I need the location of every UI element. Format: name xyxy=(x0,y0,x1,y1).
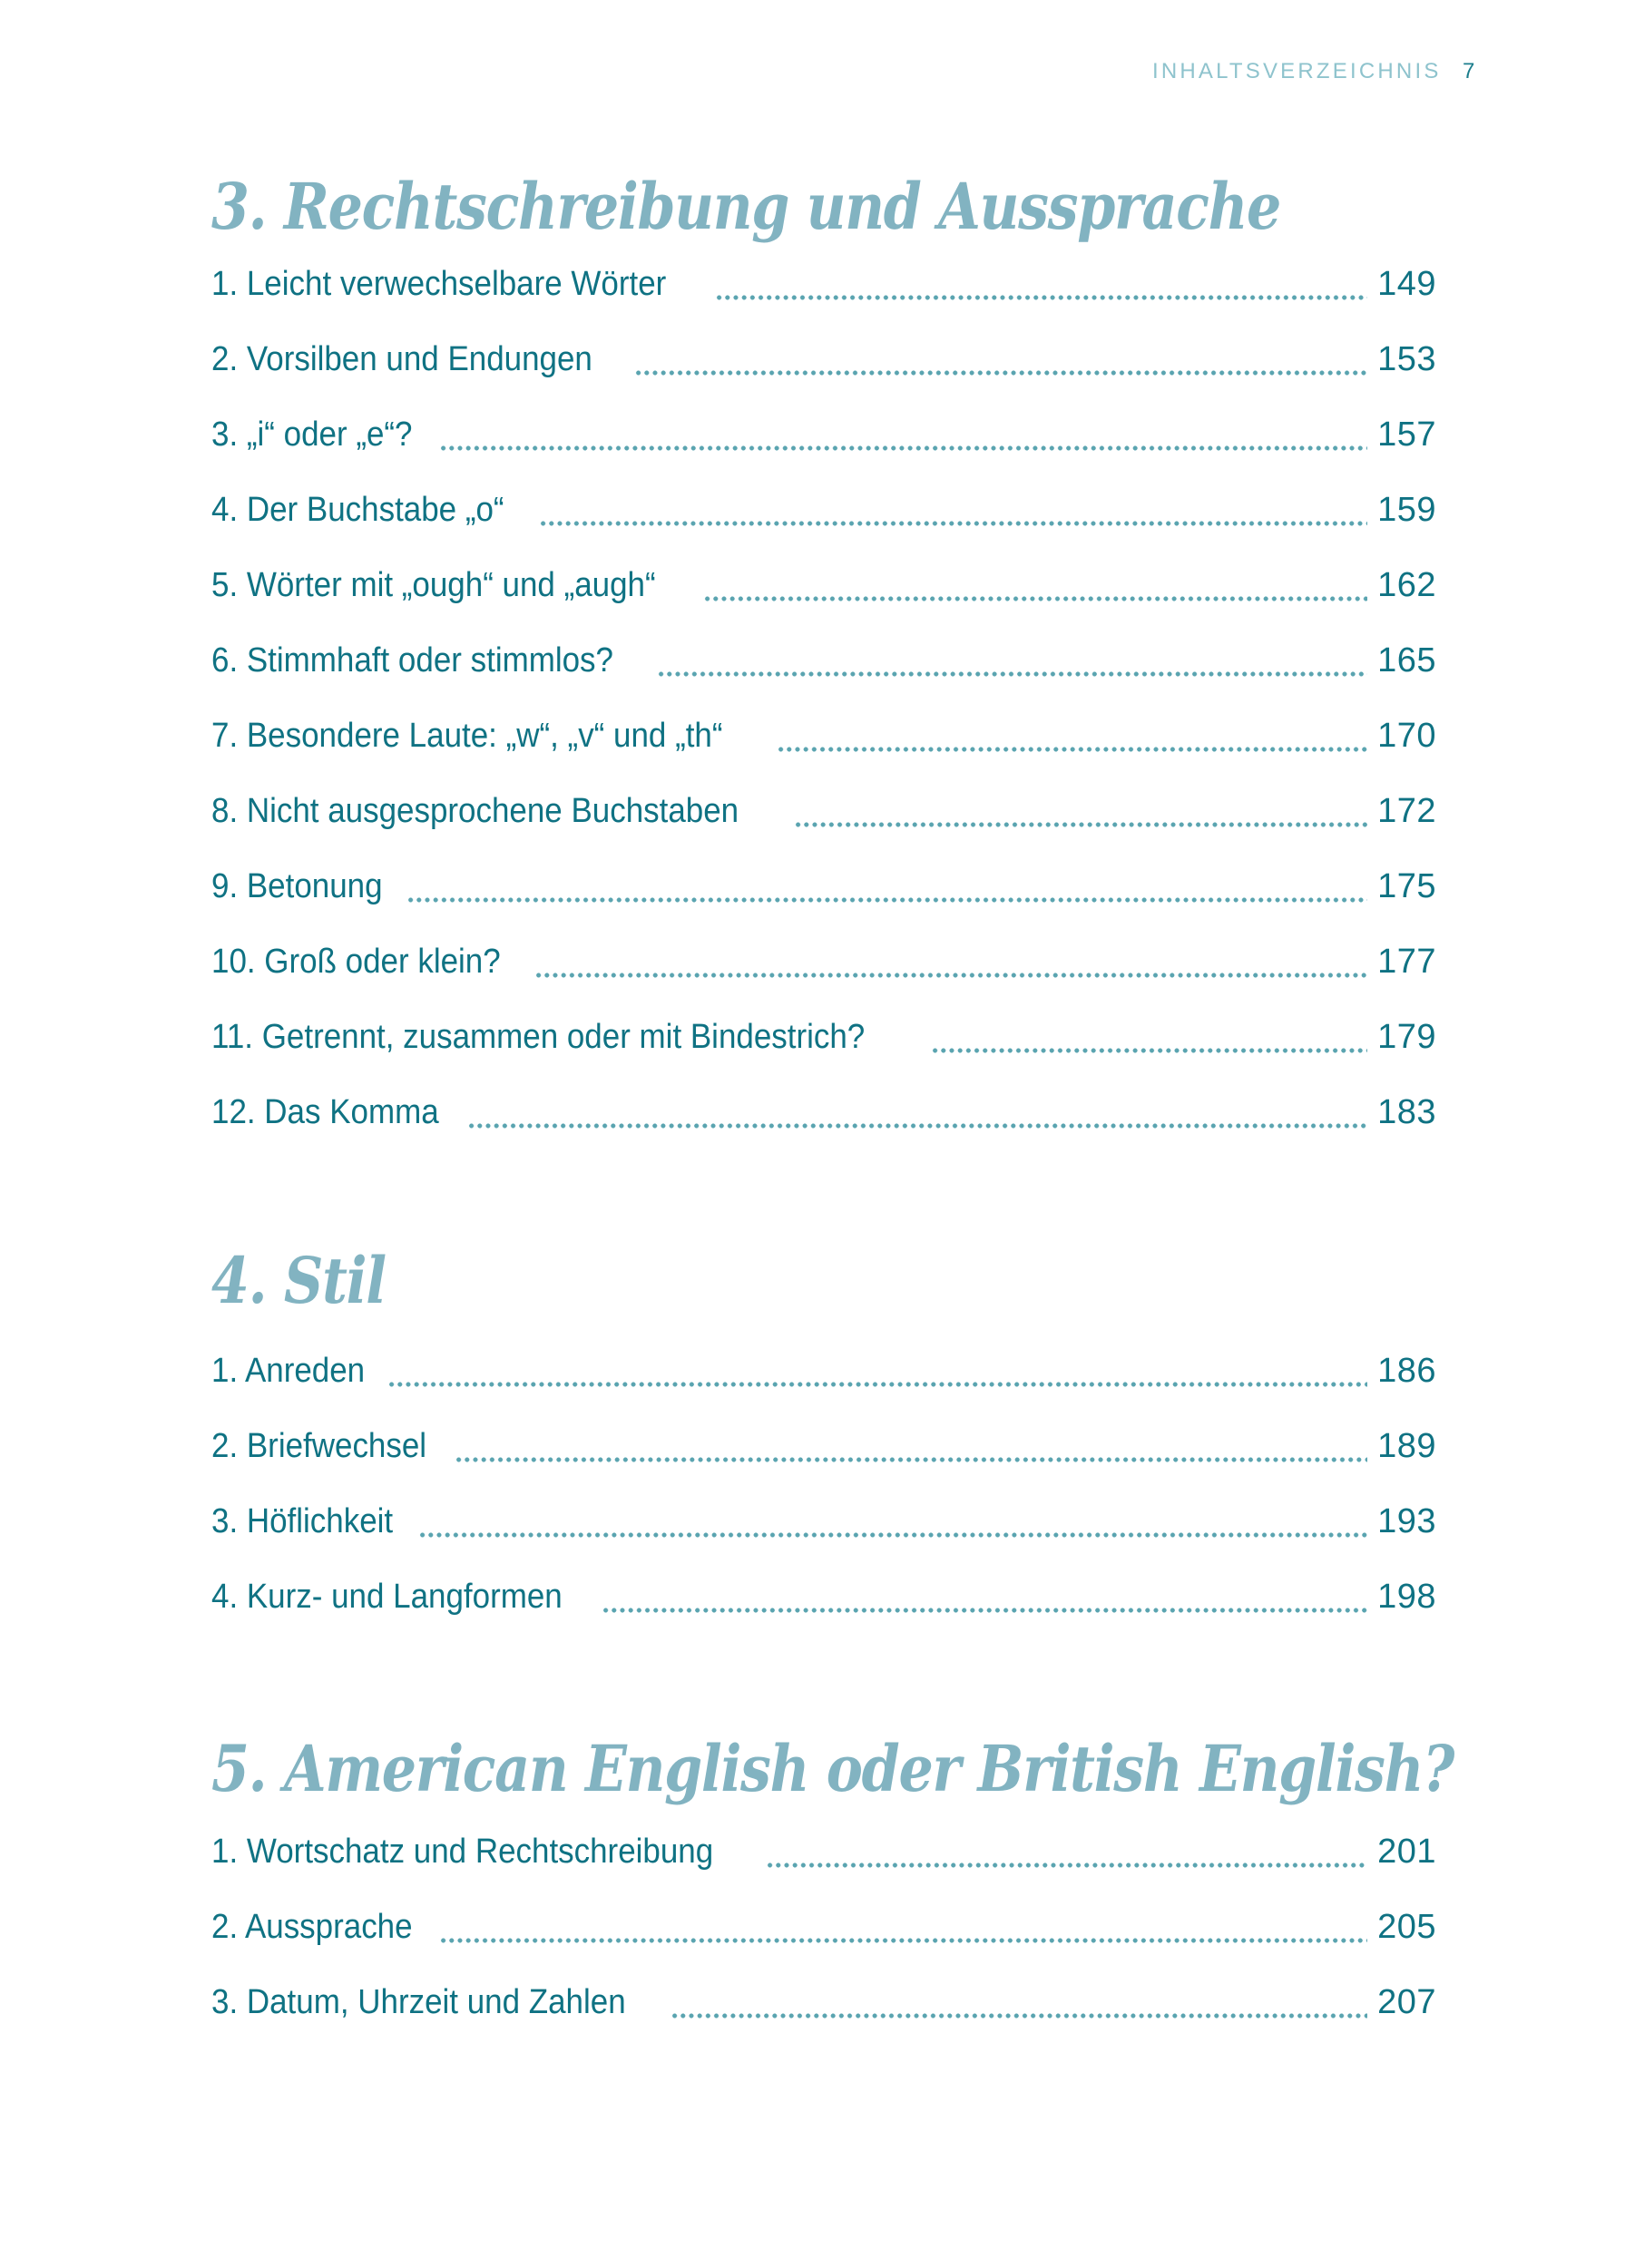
toc-list xyxy=(211,247,1436,1150)
toc-entry[interactable] xyxy=(211,1484,1436,1559)
toc-entry[interactable] xyxy=(211,1334,1436,1409)
toc-entry[interactable] xyxy=(211,1814,1436,1890)
toc-entry-label: 10. Groß oder klein? xyxy=(211,943,501,981)
toc-entry-label: 2. Briefwechsel xyxy=(211,1427,427,1465)
dot-leader xyxy=(539,521,1367,526)
dot-leader xyxy=(406,897,1367,903)
toc-entry[interactable] xyxy=(211,623,1436,699)
toc-entry[interactable] xyxy=(211,1890,1436,1965)
toc-entry-label: 1. Wortschatz und Rechtschreibung xyxy=(211,1833,714,1871)
toc-entry[interactable] xyxy=(211,247,1436,322)
toc-entry-page: 157 xyxy=(1377,415,1436,454)
toc-entry-label: 4. Der Buchstabe „o“ xyxy=(211,491,504,529)
dot-leader xyxy=(794,822,1367,827)
running-title: INHALTSVERZEICHNIS xyxy=(1152,59,1442,83)
toc-list xyxy=(211,1814,1436,2040)
toc-entry-label: 3. Datum, Uhrzeit und Zahlen xyxy=(211,1983,626,2021)
dot-leader xyxy=(766,1862,1367,1868)
toc-entry-page: 159 xyxy=(1377,491,1436,529)
toc-entry-label: 6. Stimmhaft oder stimmlos? xyxy=(211,641,613,679)
toc-entry[interactable] xyxy=(211,924,1436,1000)
toc-entry-label: 3. „i“ oder „e“? xyxy=(211,415,413,454)
toc-entry-page: 153 xyxy=(1377,340,1436,378)
toc-entry-page: 162 xyxy=(1377,566,1436,604)
toc-entry[interactable] xyxy=(211,548,1436,623)
toc-entry[interactable] xyxy=(211,322,1436,397)
toc-entry-page: 177 xyxy=(1377,943,1436,981)
chapter-title: 4. Stil xyxy=(211,1243,386,1318)
toc-entry-page: 175 xyxy=(1377,867,1436,905)
toc-entry-label: 1. Anreden xyxy=(211,1352,366,1390)
toc-list xyxy=(211,1334,1436,1635)
chapter-4 xyxy=(211,1236,1436,1635)
toc-entry[interactable] xyxy=(211,1965,1436,2040)
toc-entry-page: 207 xyxy=(1377,1983,1436,2021)
chapter-5 xyxy=(211,1724,1454,2040)
toc-entry-label: 2. Aussprache xyxy=(211,1908,413,1946)
dot-leader xyxy=(467,1123,1367,1129)
dot-leader xyxy=(602,1608,1367,1613)
chapter-3 xyxy=(211,161,1436,1150)
toc-entry-page: 149 xyxy=(1377,265,1436,303)
toc-entry[interactable] xyxy=(211,699,1436,774)
toc-entry-label: 11. Getrennt, zusammen oder mit Bindestrich? xyxy=(211,1018,866,1056)
toc-entry[interactable] xyxy=(211,1075,1436,1150)
toc-entry-page: 179 xyxy=(1377,1018,1436,1056)
dot-leader xyxy=(634,370,1367,376)
dot-leader xyxy=(439,445,1367,451)
toc-entry-page: 201 xyxy=(1377,1833,1436,1871)
chapter-title: 3. Rechtschreibung und Aussprache xyxy=(211,169,1281,244)
toc-entry[interactable] xyxy=(211,1559,1436,1635)
dot-leader xyxy=(534,973,1367,978)
toc-entry-page: 189 xyxy=(1377,1427,1436,1465)
toc-entry-page: 193 xyxy=(1377,1502,1436,1540)
dot-leader xyxy=(657,671,1367,677)
toc-entry[interactable] xyxy=(211,1409,1436,1484)
toc-entry-page: 172 xyxy=(1377,792,1436,830)
toc-entry[interactable] xyxy=(211,473,1436,548)
toc-entry-label: 2. Vorsilben und Endungen xyxy=(211,340,592,378)
dot-leader xyxy=(671,2013,1367,2019)
toc-entry[interactable] xyxy=(211,774,1436,849)
dot-leader xyxy=(777,747,1367,752)
toc-entry-label: 4. Kurz- und Langformen xyxy=(211,1578,563,1616)
dot-leader xyxy=(931,1048,1367,1053)
dot-leader xyxy=(455,1457,1367,1462)
toc-entry[interactable] xyxy=(211,849,1436,924)
toc-entry-page: 165 xyxy=(1377,641,1436,679)
toc-entry-label: 8. Nicht ausgesprochene Buchstaben xyxy=(211,792,739,830)
chapter-title: 5. American English oder British English? xyxy=(211,1731,1454,1806)
dot-leader xyxy=(703,596,1367,601)
toc-entry-label: 3. Höflichkeit xyxy=(211,1502,394,1540)
toc-entry-label: 12. Das Komma xyxy=(211,1093,439,1131)
dot-leader xyxy=(439,1938,1367,1943)
toc-entry[interactable] xyxy=(211,397,1436,473)
toc-entry-page: 198 xyxy=(1377,1578,1436,1616)
toc-entry-page: 183 xyxy=(1377,1093,1436,1131)
page-number: 7 xyxy=(1463,59,1475,83)
toc-entry-label: 5. Wörter mit „ough“ und „augh“ xyxy=(211,566,656,604)
toc-entry-page: 170 xyxy=(1377,717,1436,755)
dot-leader xyxy=(387,1382,1367,1387)
toc-entry-label: 9. Betonung xyxy=(211,867,383,905)
toc-entry-label: 7. Besondere Laute: „w“, „v“ und „th“ xyxy=(211,717,723,755)
toc-entry-label: 1. Leicht verwechselbare Wörter xyxy=(211,265,667,303)
dot-leader xyxy=(418,1532,1367,1538)
dot-leader xyxy=(715,295,1367,300)
toc-entry-page: 186 xyxy=(1377,1352,1436,1390)
toc-entry-page: 205 xyxy=(1377,1908,1436,1946)
running-header xyxy=(0,56,1625,87)
toc-entry[interactable] xyxy=(211,1000,1436,1075)
